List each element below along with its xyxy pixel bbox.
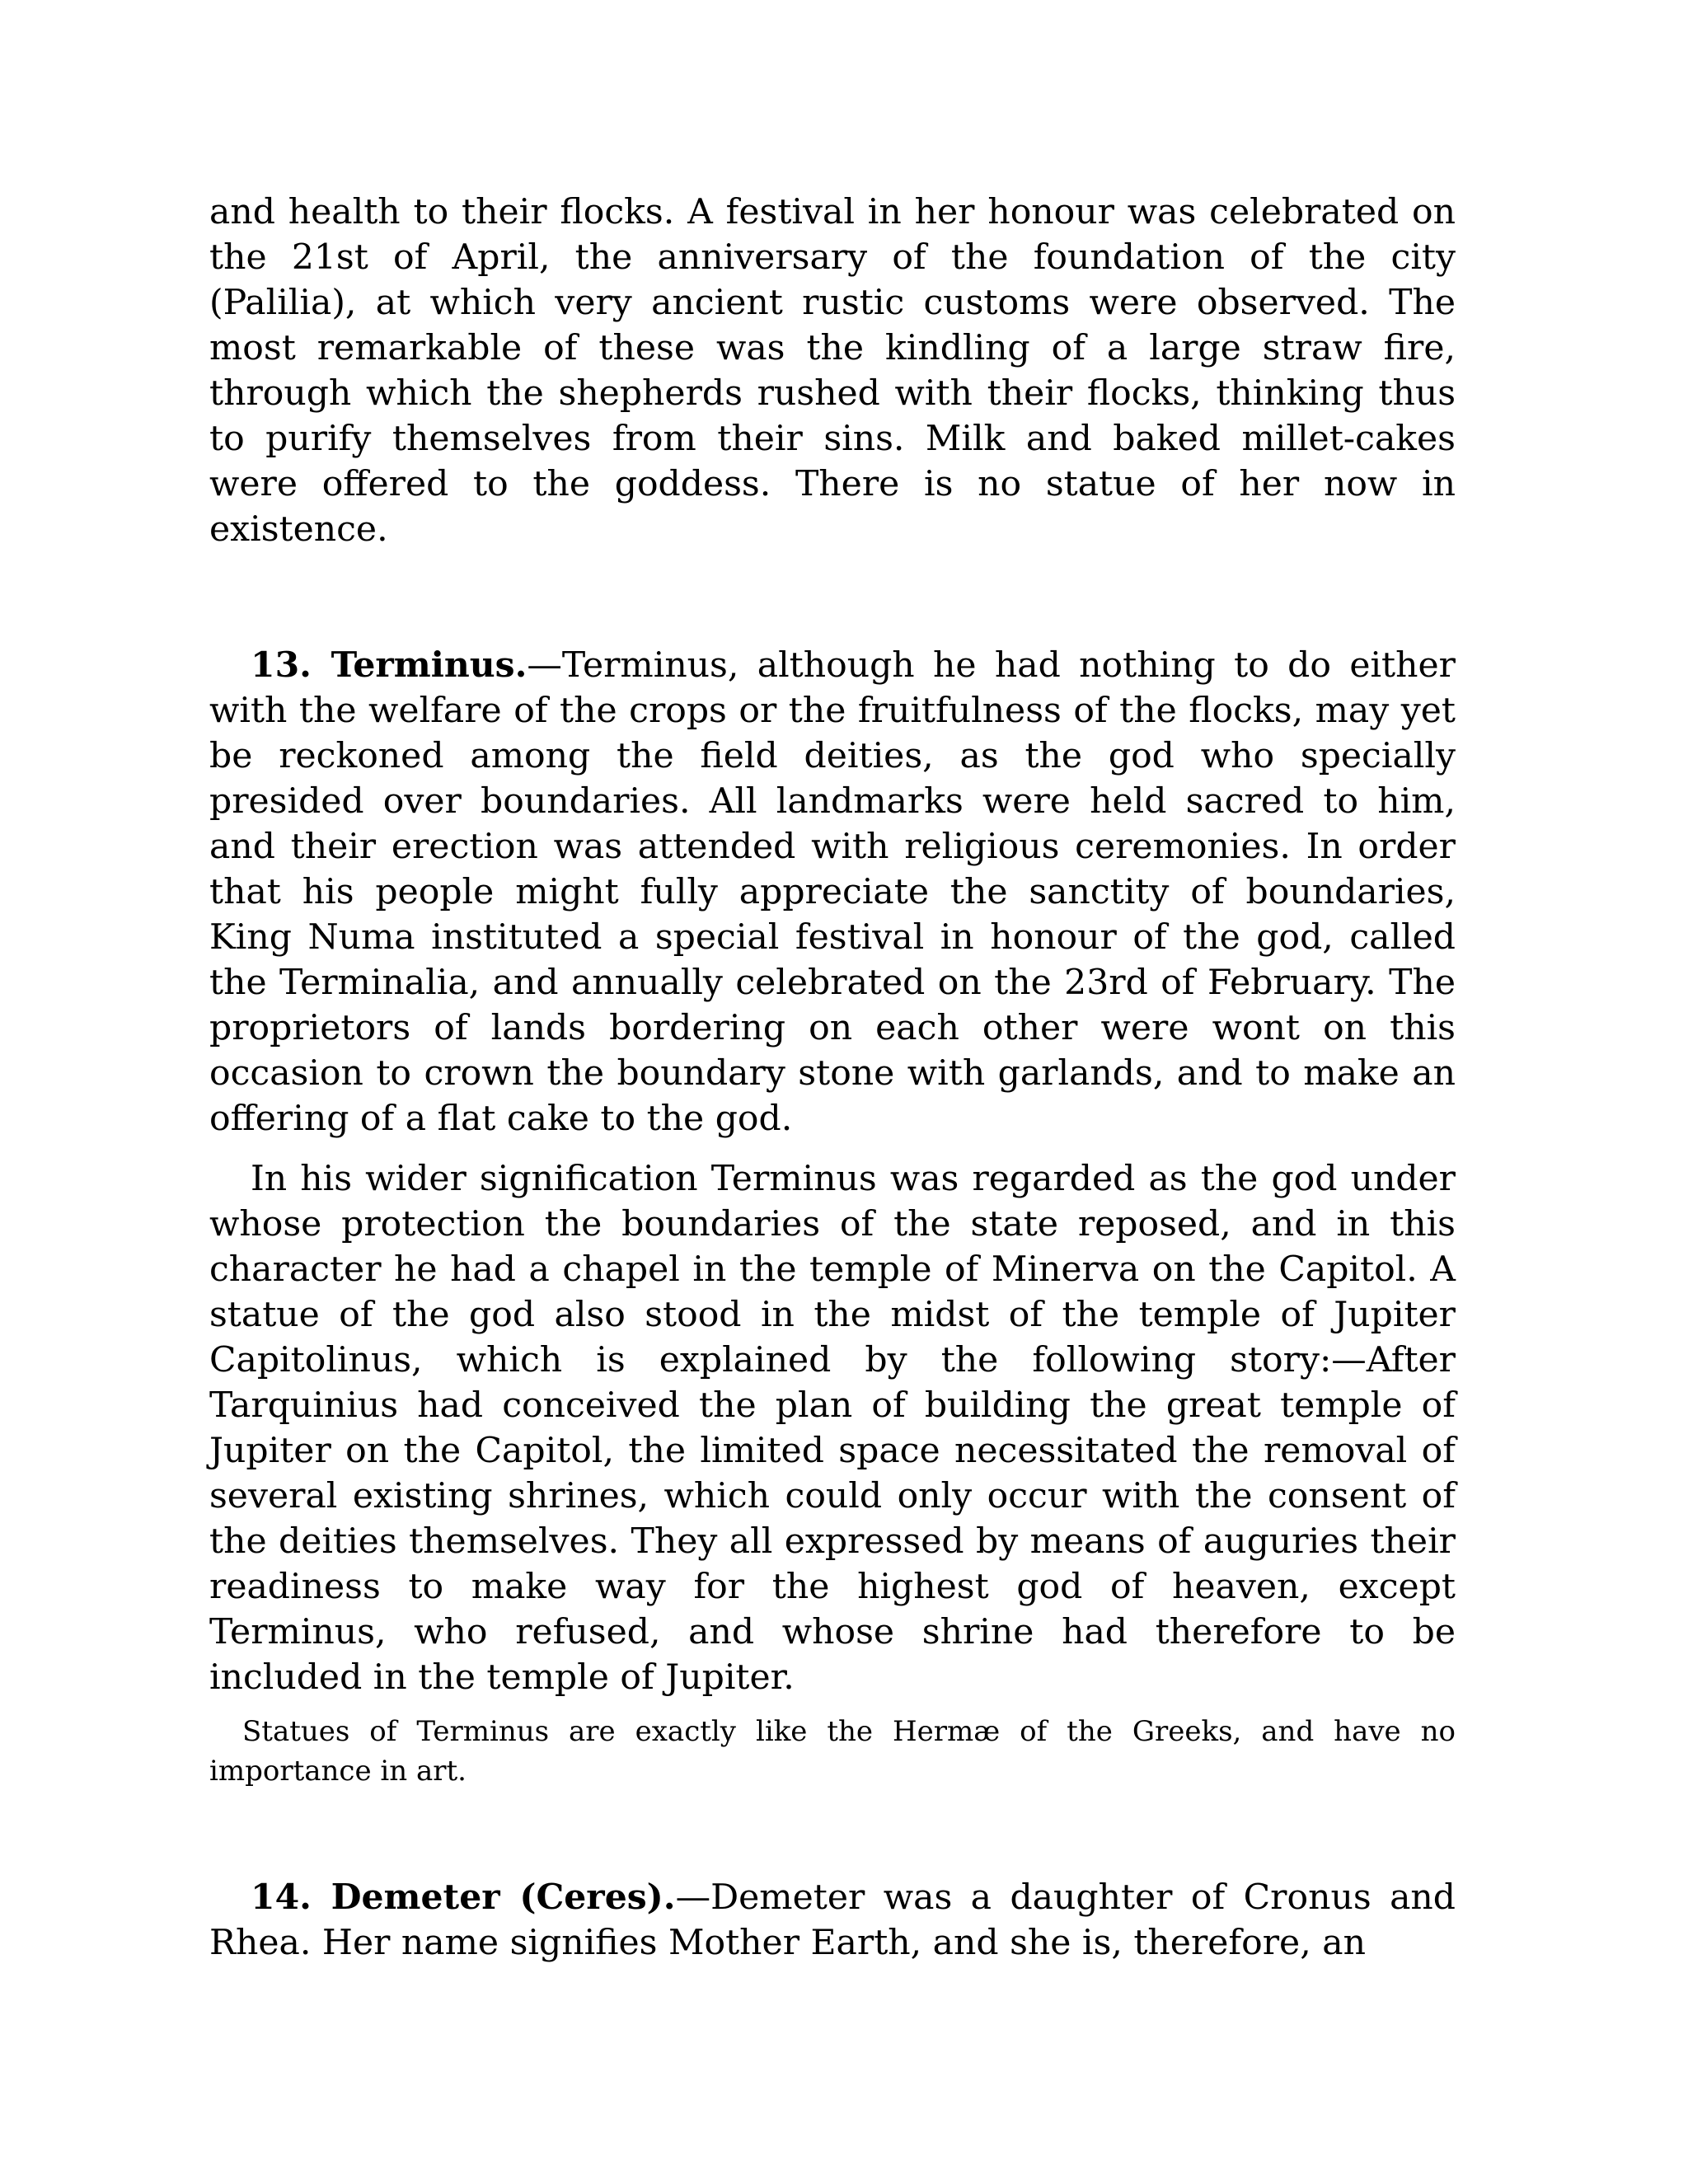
section-14-paragraph-1-text: —Demeter was a daughter of Cronus and Rhea. Her name signifies Mother Earth, and she is, therefore, an bbox=[209, 1877, 1456, 1963]
section-13-paragraph-1-text: —Terminus, although he had nothing to do either with the welfare of the crops or the fruitfulness of the flocks, may yet be reckoned among the field deities, as the god who specially presided over boundaries. All landmarks were held sacred to him, and their erection was attended with religious ceremonies. In order that his people might fully appreciate the sanctity of boundaries, King Numa instituted a special festival in honour of the god, called the Terminalia, and annually celebrated on the 23rd of February. The proprietors of lands bordering on each other were wont on this occasion to crown the boundary stone with garlands, and to make an offering of a flat cake to the god. bbox=[209, 645, 1456, 1139]
paragraph-spacer bbox=[209, 1141, 1456, 1156]
section-13-paragraph-2: In his wider signification Terminus was regarded as the god under whose protection the boundaries of the state reposed, and in this character he had a chapel in the temple of Minerva on the Capitol. A statue of the god also stood in the midst of the temple of Jupiter Capitolinus, which is explained by the following story:—After Tarquinius had conceived the plan of building the great temple of Jupiter on the Capitol, the limited space necessitated the removal of several existing shrines, which could only occur with the consent of the deities themselves. They all expressed by means of auguries their readiness to make way for the highest god of heaven, except Terminus, who refused, and whose shrine had therefore to be included in the temple of Jupiter. bbox=[209, 1159, 1456, 1698]
section-13-paragraph-1 bbox=[209, 643, 1456, 1141]
section-spacer bbox=[209, 552, 1456, 643]
page-content bbox=[209, 190, 1456, 1966]
section-14-heading: 14. Demeter (Ceres). bbox=[251, 1877, 676, 1918]
section-13-note: Statues of Terminus are exactly like the Hermæ of the Greeks, and have no importance in art. bbox=[209, 1715, 1456, 1788]
continuation-paragraph: and health to their flocks. A festival in her honour was celebrated on the 21st of April, the anniversary of the foundation of the city (Palilia), at which very ancient rustic customs were observed. The most remarkable of these was the kindling of a large straw fire, through which the shepherds rushed with their flocks, thinking thus to purify themselves from their sins. Milk and baked millet-cakes were offered to the goddess. There is no statue of her now in existence. bbox=[209, 192, 1456, 550]
section-13-heading: 13. Terminus. bbox=[251, 644, 528, 686]
section-14-paragraph-1 bbox=[209, 1875, 1456, 1966]
section-spacer bbox=[209, 1791, 1456, 1875]
paragraph-spacer bbox=[209, 1700, 1456, 1712]
